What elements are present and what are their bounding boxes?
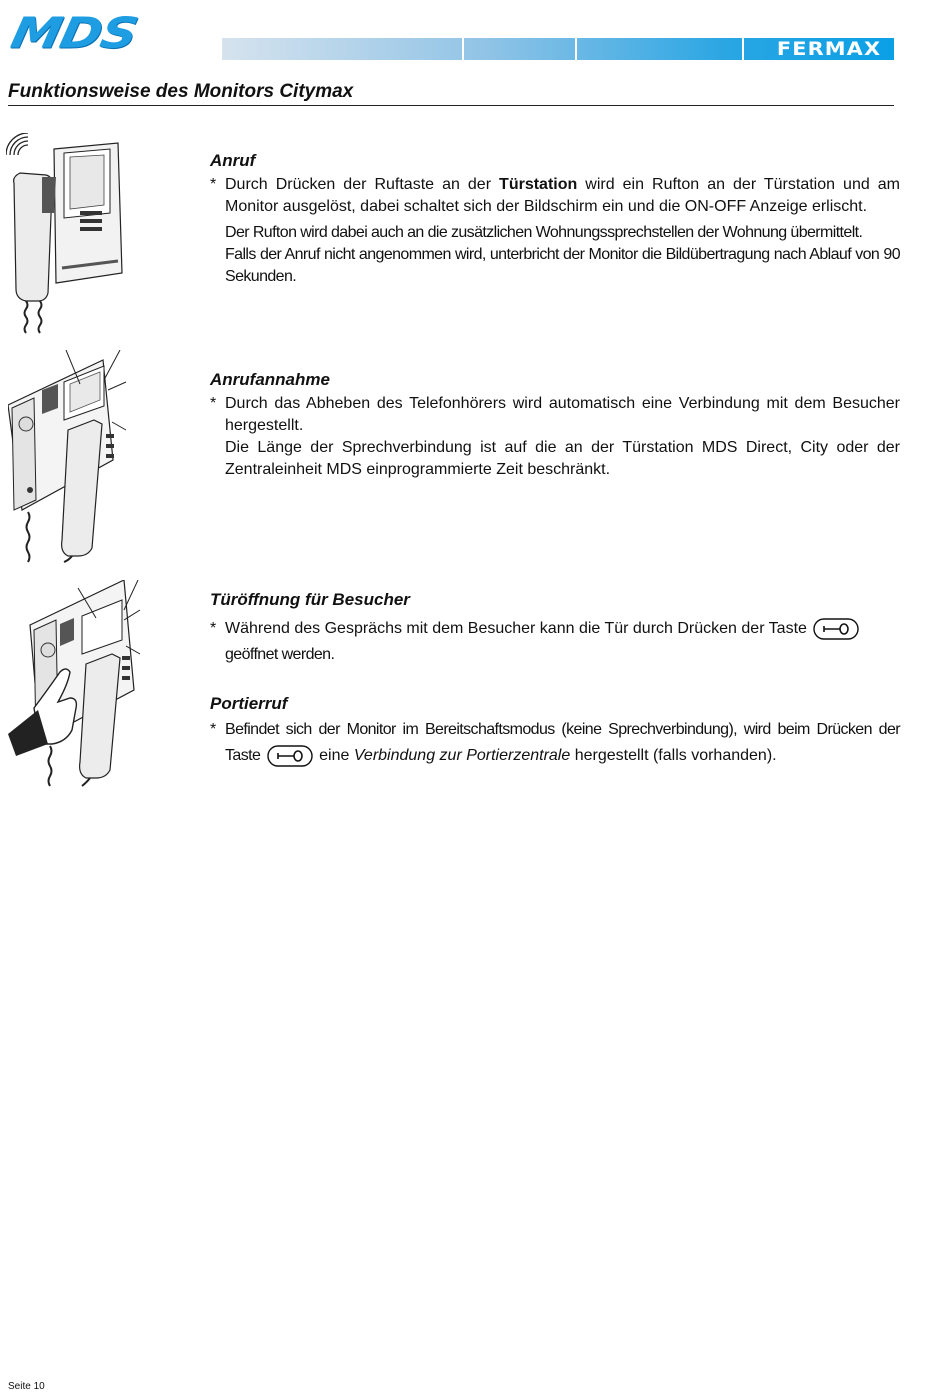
bullet-item: [210, 616, 900, 668]
monitor-answer-illustration: [8, 350, 138, 570]
section-heading: Portierruf: [210, 694, 288, 713]
section-portierruf: [210, 694, 900, 769]
item-text: hergestellt (falls vorhanden).: [570, 747, 777, 764]
item-italic-text: Verbindung zur Portierzentrale: [353, 747, 571, 764]
item-text: Durch Drücken der Ruftaste an der: [225, 176, 500, 193]
bar-divider: [462, 38, 464, 60]
bullet-item: [210, 174, 900, 218]
title-divider: [8, 105, 894, 106]
monitor-ringing-illustration: [6, 133, 136, 338]
bar-divider: [742, 38, 744, 60]
item-text: eine: [314, 747, 354, 764]
page-header: [0, 0, 950, 70]
section-tueroeffnung: [210, 590, 900, 668]
bullet-item: [210, 717, 900, 769]
section-anrufannahme: [210, 370, 900, 481]
section-heading: Anrufannahme: [210, 370, 330, 389]
bullet-item: [210, 393, 900, 437]
item-text: Durch das Abheben des Telefonhörers wird automatisch eine Verbindung mit dem Besucher hergestellt.: [225, 395, 900, 434]
bullet-star: *: [210, 721, 217, 738]
paragraph: Der Rufton wird dabei auch an die zusätzlichen Wohnungssprechstellen der Wohnung übermittelt.: [225, 224, 863, 241]
ring-wave-icon: [18, 145, 28, 155]
item-text: wird ein Rufton an der Türstation und am Monitor ausgelöst, dabei schaltet sich der Bildschirm ein und die ON-OFF Anzeige erlischt.: [225, 176, 900, 215]
mds-logo: MDS: [6, 8, 142, 58]
section-heading: Anruf: [210, 151, 256, 170]
door-key-icon: [267, 745, 313, 767]
item-text: geöffnet werden.: [225, 646, 335, 663]
paragraph: Die Länge der Sprechverbindung ist auf die an der Türstation MDS Direct, City oder der Zentraleinheit MDS einprogrammierte Zeit beschränkt.: [225, 439, 900, 478]
bullet-star: *: [210, 620, 217, 637]
door-key-icon: [813, 618, 859, 640]
section-anruf: [210, 151, 900, 288]
item-text: Befindet sich der Monitor im Bereitschaftsmodus (keine Sprechverbindung), wird beim Drücken der Taste: [225, 721, 900, 764]
section-heading: Türöffnung für Besucher: [210, 590, 410, 609]
item-text: Während des Gesprächs mit dem Besucher kann die Tür durch Drücken der Taste: [225, 620, 807, 637]
bar-divider: [575, 38, 577, 60]
bullet-star: *: [210, 176, 217, 193]
door-open-illustration: [6, 580, 141, 795]
fermax-logo: FERMAX: [758, 38, 901, 62]
page-title: Funktionsweise des Monitors Citymax: [8, 81, 354, 102]
paragraph: Falls der Anruf nicht angenommen wird, unterbricht der Monitor die Bildübertragung nach Ablauf von 90 Sekunden.: [225, 246, 900, 285]
bullet-star: *: [210, 395, 217, 412]
item-bold-text: Türstation: [499, 176, 578, 193]
page-number: Seite 10: [8, 1381, 45, 1392]
